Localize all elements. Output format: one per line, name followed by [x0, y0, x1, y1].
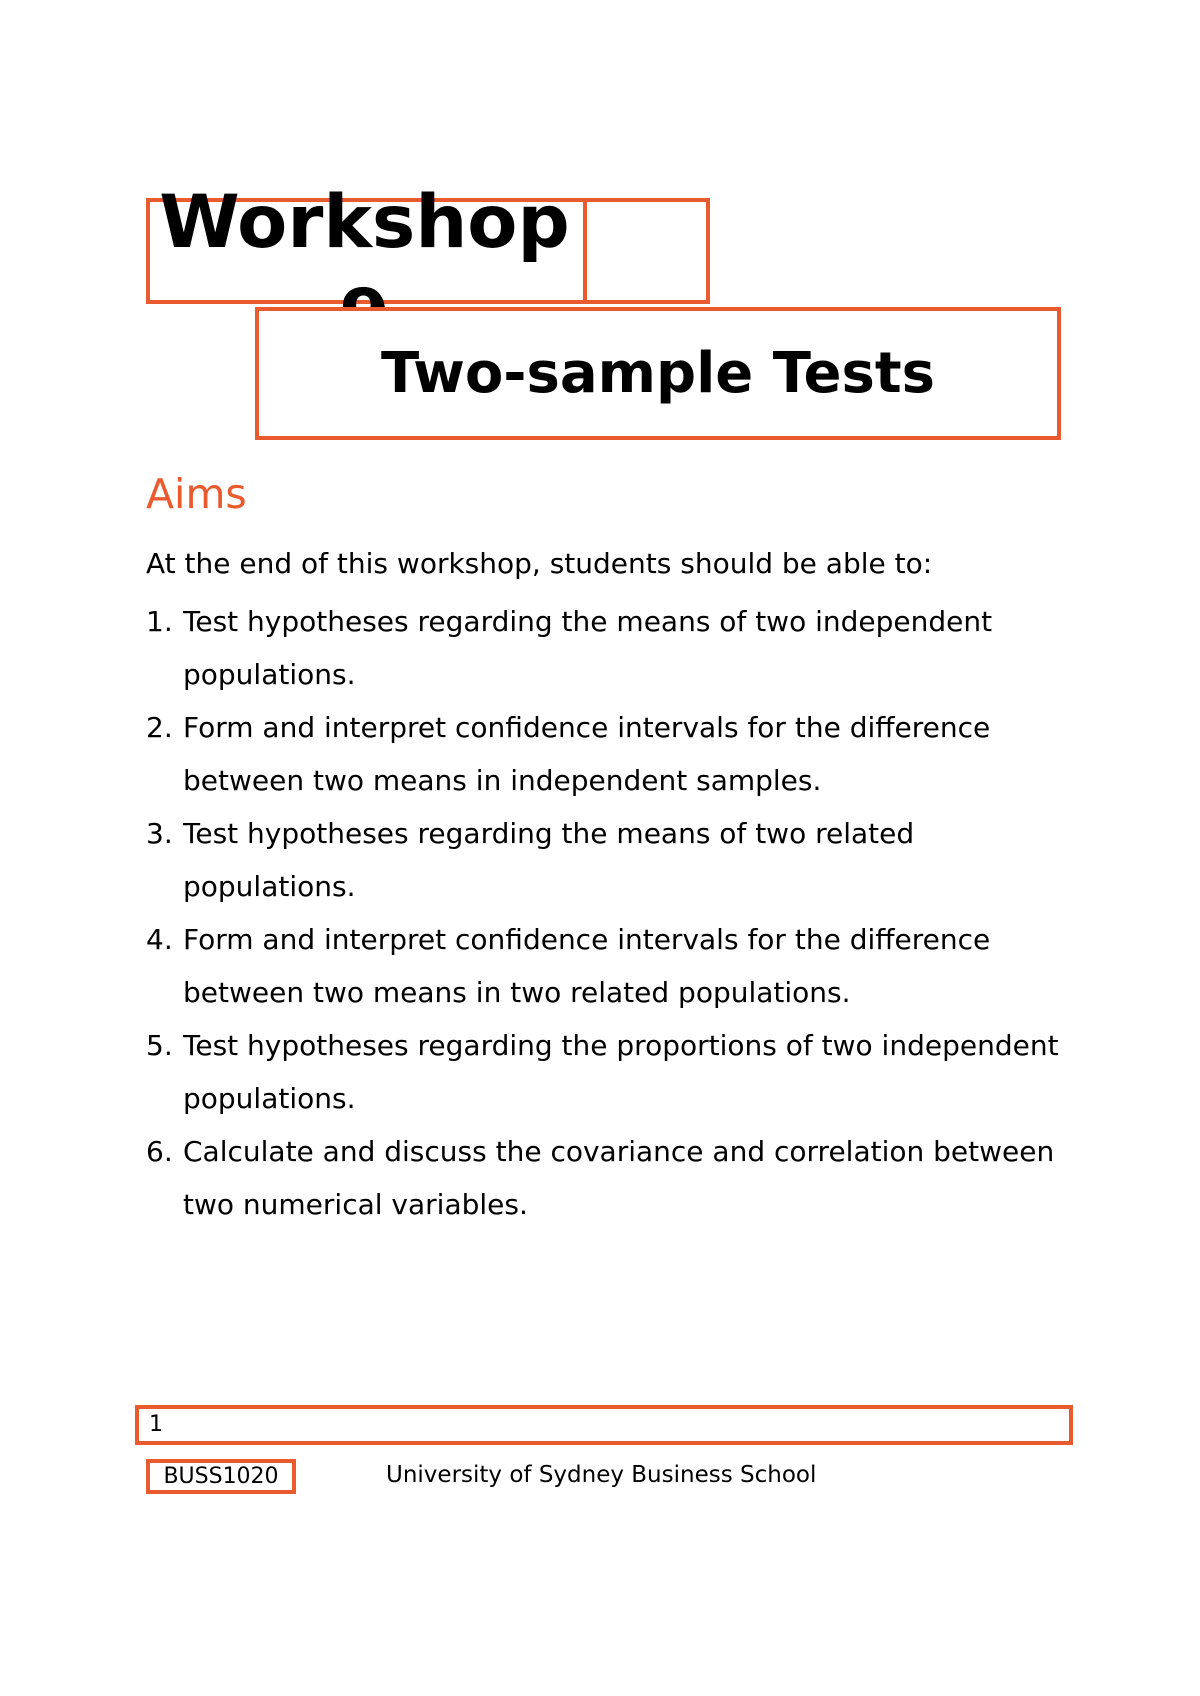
- list-item: [146, 913, 1066, 1019]
- school-name: University of Sydney Business School: [386, 1462, 817, 1488]
- list-item-text: Test hypotheses regarding the means of two independent populations.: [183, 605, 993, 691]
- title-box: [146, 180, 587, 304]
- list-item: [146, 595, 1066, 701]
- aims-intro: At the end of this workshop, students should be able to:: [146, 547, 933, 580]
- list-item-number: 1.: [146, 605, 173, 638]
- list-item: [146, 1125, 1066, 1231]
- list-item-number: 2.: [146, 711, 173, 744]
- course-code: BUSS1020: [146, 1459, 296, 1494]
- list-item-text: Test hypotheses regarding the means of two related populations.: [183, 817, 915, 903]
- list-item-number: 3.: [146, 817, 173, 850]
- list-item-text: Form and interpret confidence intervals for the difference between two means in independent samples.: [183, 711, 991, 797]
- list-item: [146, 701, 1066, 807]
- list-item-text: Form and interpret confidence intervals for the difference between two means in two related populations.: [183, 923, 991, 1009]
- aims-heading: Aims: [146, 470, 247, 518]
- list-item: [146, 1019, 1066, 1125]
- page-number: 1: [135, 1405, 1073, 1445]
- list-item-number: 5.: [146, 1029, 173, 1062]
- aims-list: [146, 595, 1066, 1231]
- list-item: [146, 807, 1066, 913]
- workshop-title: Workshop: [159, 180, 570, 265]
- list-item-text: Test hypotheses regarding the proportions of two independent populations.: [183, 1029, 1059, 1115]
- subtitle-box: [255, 307, 1061, 440]
- subtitle: Two-sample Tests: [381, 341, 935, 406]
- list-item-text: Calculate and discuss the covariance and correlation between two numerical variables.: [183, 1135, 1055, 1221]
- list-item-number: 4.: [146, 923, 173, 956]
- list-item-number: 6.: [146, 1135, 173, 1168]
